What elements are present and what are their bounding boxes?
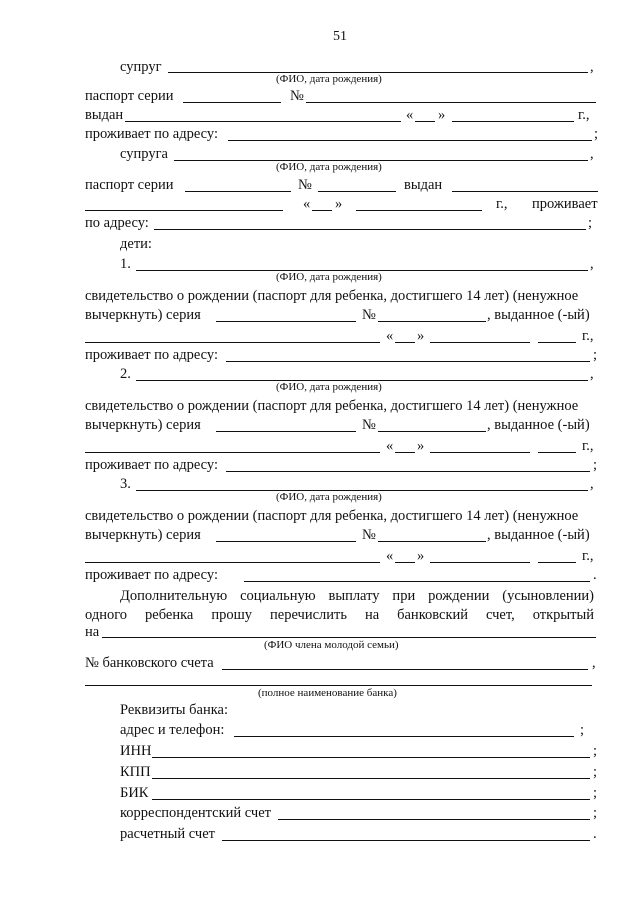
child-2-issued-by-field[interactable]	[85, 452, 380, 453]
bik-label: БИК	[120, 785, 149, 801]
quote-open: «	[303, 196, 311, 212]
comma: ,	[590, 59, 594, 75]
semicolon: ;	[593, 347, 598, 363]
family-member-name-field[interactable]	[102, 637, 596, 638]
wife-address-label: по адресу:	[85, 215, 149, 231]
child-2-number: 2.	[120, 366, 131, 382]
year-label: г.,	[582, 328, 594, 344]
husband-issued-label: выдан	[85, 107, 124, 123]
account-number-field[interactable]	[222, 669, 588, 670]
quote-open: «	[406, 107, 414, 123]
inn-label: ИНН	[120, 743, 152, 759]
child-1-series-label: вычеркнуть) серия	[85, 307, 201, 323]
child-1-issued-label: , выданное (-ый)	[487, 307, 590, 323]
comma: ,	[592, 655, 596, 671]
semicolon: ;	[593, 764, 598, 780]
wife-caption: (ФИО, дата рождения)	[276, 161, 382, 173]
period: .	[593, 826, 597, 842]
number-sign: №	[298, 177, 312, 193]
child-1-issue-day-field[interactable]	[395, 342, 415, 343]
bank-address-field[interactable]	[234, 736, 574, 737]
quote-open: «	[386, 438, 394, 454]
husband-issued-by-field[interactable]	[125, 121, 401, 122]
husband-address-field[interactable]	[228, 140, 592, 141]
page-number: 51	[333, 29, 347, 44]
comma: ,	[590, 146, 594, 162]
child-2-series-label: вычеркнуть) серия	[85, 417, 201, 433]
child-3-address-label: проживает по адресу:	[85, 567, 218, 583]
semicolon: ;	[593, 457, 598, 473]
period: .	[593, 567, 597, 583]
child-1-address-label: проживает по адресу:	[85, 347, 218, 363]
child-3-issue-month-field[interactable]	[430, 562, 530, 563]
wife-issue-month-field[interactable]	[356, 210, 482, 211]
child-3-address-field[interactable]	[244, 581, 590, 582]
quote-close: »	[438, 107, 446, 123]
wife-passport-label: паспорт серии	[85, 177, 174, 193]
child-3-issue-year-field[interactable]	[538, 562, 576, 563]
child-1-caption: (ФИО, дата рождения)	[276, 271, 382, 283]
child-2-issue-day-field[interactable]	[395, 452, 415, 453]
account-number-label: № банковского счета	[85, 655, 214, 671]
child-2-issue-year-field[interactable]	[538, 452, 576, 453]
husband-passport-series-field[interactable]	[183, 102, 281, 103]
child-3-issued-by-field[interactable]	[85, 562, 380, 563]
wife-issue-day-field[interactable]	[312, 210, 332, 211]
child-2-caption: (ФИО, дата рождения)	[276, 381, 382, 393]
comma: ,	[590, 366, 594, 382]
bank-name-field[interactable]	[85, 685, 592, 686]
child-1-number-field[interactable]	[378, 321, 486, 322]
child-3-caption: (ФИО, дата рождения)	[276, 491, 382, 503]
number-sign: №	[362, 307, 376, 323]
child-1-number: 1.	[120, 256, 131, 272]
husband-address-label: проживает по адресу:	[85, 126, 218, 142]
number-sign: №	[290, 88, 304, 104]
wife-lives-label: проживает	[532, 196, 598, 212]
child-1-cert-text: свидетельство о рождении (паспорт для ребенка, достигшего 14 лет) (ненужное	[85, 288, 579, 304]
child-1-issued-by-field[interactable]	[85, 342, 380, 343]
year-label: г.,	[496, 196, 508, 212]
bank-details-title: Реквизиты банка:	[120, 702, 229, 718]
children-label: дети:	[120, 236, 152, 252]
kpp-field[interactable]	[152, 778, 590, 779]
child-1-issue-year-field[interactable]	[538, 342, 576, 343]
quote-open: «	[386, 548, 394, 564]
corr-account-label: корреспондентский счет	[120, 805, 271, 821]
child-3-cert-text: свидетельство о рождении (паспорт для ребенка, достигшего 14 лет) (ненужное	[85, 508, 579, 524]
payment-on-label: на	[85, 624, 100, 640]
bik-field[interactable]	[152, 799, 590, 800]
year-label: г.,	[582, 438, 594, 454]
settlement-account-field[interactable]	[222, 840, 590, 841]
semicolon: ;	[580, 722, 585, 738]
number-sign: №	[362, 417, 376, 433]
husband-issue-month-field[interactable]	[452, 121, 574, 122]
wife-issued-by-field-1[interactable]	[452, 191, 598, 192]
child-2-series-field[interactable]	[216, 431, 356, 432]
comma: ,	[590, 256, 594, 272]
quote-close: »	[417, 438, 425, 454]
child-3-series-label: вычеркнуть) серия	[85, 527, 201, 543]
bank-name-caption: (полное наименование банка)	[258, 687, 397, 699]
family-member-caption: (ФИО члена молодой семьи)	[264, 639, 399, 651]
settlement-account-label: расчетный счет	[120, 826, 215, 842]
corr-account-field[interactable]	[278, 819, 590, 820]
husband-passport-label: паспорт серии	[85, 88, 174, 104]
child-2-cert-text: свидетельство о рождении (паспорт для ребенка, достигшего 14 лет) (ненужное	[85, 398, 579, 414]
quote-close: »	[417, 328, 425, 344]
comma: ,	[590, 476, 594, 492]
wife-passport-number-field[interactable]	[318, 191, 396, 192]
child-3-issued-label: , выданное (-ый)	[487, 527, 590, 543]
wife-issued-label: выдан	[404, 177, 443, 193]
quote-close: »	[417, 548, 425, 564]
payment-text-line-2: одного ребенка прошу перечислить на банковский счет, открытый	[85, 607, 594, 623]
wife-address-field[interactable]	[154, 229, 586, 230]
wife-issued-by-field-2[interactable]	[85, 210, 283, 211]
child-1-issue-month-field[interactable]	[430, 342, 530, 343]
child-3-series-field[interactable]	[216, 541, 356, 542]
child-3-issue-day-field[interactable]	[395, 562, 415, 563]
semicolon: ;	[594, 126, 599, 142]
quote-open: «	[386, 328, 394, 344]
child-3-number-field[interactable]	[378, 541, 486, 542]
child-1-address-field[interactable]	[226, 361, 590, 362]
semicolon: ;	[593, 805, 598, 821]
inn-field[interactable]	[152, 757, 590, 758]
kpp-label: КПП	[120, 764, 151, 780]
child-1-series-field[interactable]	[216, 321, 356, 322]
wife-passport-series-field[interactable]	[185, 191, 291, 192]
semicolon: ;	[593, 743, 598, 759]
child-2-address-label: проживает по адресу:	[85, 457, 218, 473]
husband-issue-day-field[interactable]	[415, 121, 435, 122]
child-2-address-field[interactable]	[226, 471, 590, 472]
number-sign: №	[362, 527, 376, 543]
semicolon: ;	[588, 215, 593, 231]
payment-text-line-1: Дополнительную социальную выплату при рождении (усыновлении)	[120, 588, 594, 604]
child-3-number: 3.	[120, 476, 131, 492]
year-label: г.,	[582, 548, 594, 564]
husband-label: супруг	[120, 59, 162, 75]
child-2-issued-label: , выданное (-ый)	[487, 417, 590, 433]
bank-address-label: адрес и телефон:	[120, 722, 225, 738]
wife-label: супруга	[120, 146, 168, 162]
year-label: г.,	[578, 107, 590, 123]
child-2-number-field[interactable]	[378, 431, 486, 432]
child-2-issue-month-field[interactable]	[430, 452, 530, 453]
semicolon: ;	[593, 785, 598, 801]
husband-passport-number-field[interactable]	[306, 102, 596, 103]
husband-caption: (ФИО, дата рождения)	[276, 73, 382, 85]
quote-close: »	[335, 196, 343, 212]
